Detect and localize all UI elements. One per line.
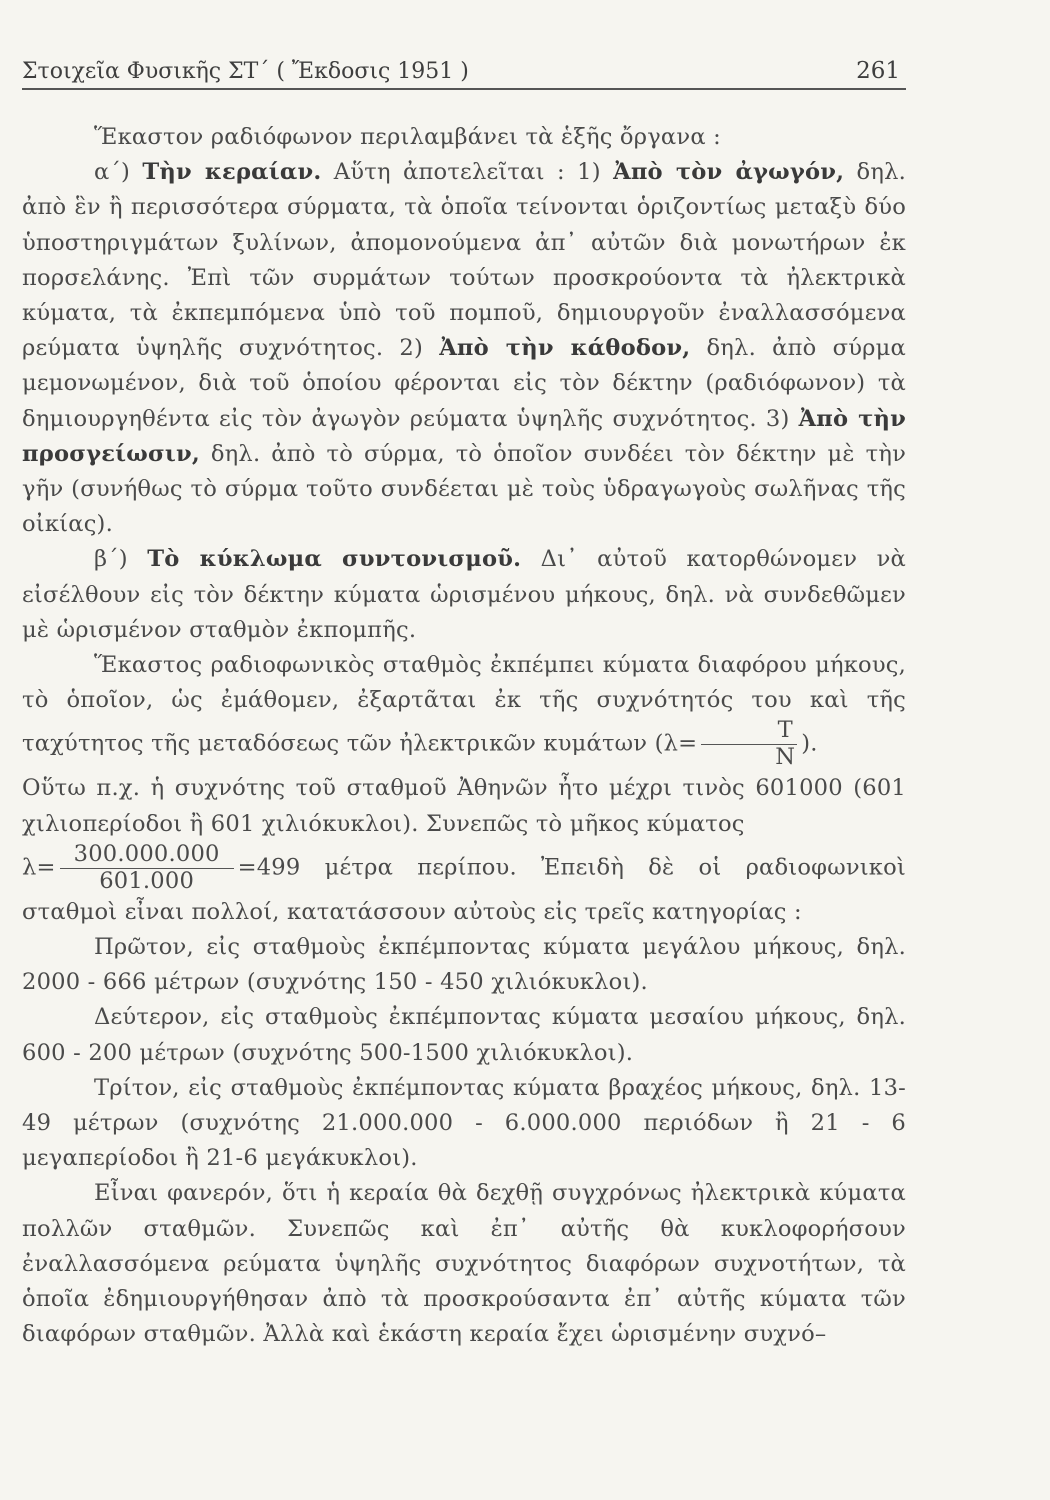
running-header	[22, 58, 906, 90]
equation-rhs: =499 μέτρα περίπου. Ἐπειδὴ δὲ οἱ ραδιοφωνικοὶ σταθμοὶ εἶναι πολλοί, κατατάσσουν αὐτοὺς εἰς τρεῖς κατηγορίας :	[22, 854, 906, 925]
equation-numerator: 300.000.000	[60, 842, 234, 869]
book-page	[22, 58, 906, 1352]
heading-grounding: Ἀπὸ τὴν προσγείωσιν,	[22, 405, 906, 467]
item-label-a: α΄)	[94, 159, 143, 186]
antenna-text-3: δηλ. ἀπὸ σύρμα μεμονωμένον, διὰ τοῦ ὁποίου φέρονται εἰς τὸν δέκτην (ραδιόφωνον) τὰ δημιουργηθέντα εἰς τὸν ἀγωγὸν ρεύματα ὑψηλῆς συχνότητος. 3)	[22, 335, 907, 432]
antenna-text-1: Αὕτη ἀποτελεῖται : 1)	[321, 159, 614, 186]
page-number: 261	[856, 58, 900, 84]
paragraph-equation	[22, 842, 906, 930]
heading-lead-in: Ἀπὸ τὴν κάθοδον,	[439, 335, 691, 362]
page-body	[22, 120, 906, 1352]
heading-tuning-circuit: Τὸ κύκλωμα συντονισμοῦ.	[147, 546, 522, 573]
equation-fraction	[60, 842, 234, 895]
paragraph-conclusion: Εἶναι φανερόν, ὅτι ἡ κεραία θὰ δεχθῇ συγχρόνως ἠλεκτρικὰ κύματα πολλῶν σταθμῶν. Συνεπῶς καὶ ἐπ᾽ αὐτῆς θὰ κυκλοφορήσουν ἐναλλασσόμενα ρεύματα ὑψηλῆς συχνότητος διαφόρων συχνοτήτων, τὰ ὁποῖα ἐδημιουργήθησαν ἀπὸ τὰ προσκρούσαντα ἐπ᾽ αὐτῆς κύματα τῶν διαφόρων σταθμῶν. Ἀλλὰ καὶ ἑκάστη κεραία ἔχει ὡρισμένην συχνό–	[22, 1180, 906, 1348]
tuning-text: Δι᾽ αὐτοῦ κατορθώνομεν νὰ εἰσέλθουν εἰς τὸν δέκτην κύματα ὡρισμένου μήκους, δηλ. νὰ συνδεθῶμεν μὲ ὡρισμένον σταθμὸν ἐκπομπῆς.	[22, 546, 906, 643]
antenna-text-4: δηλ. ἀπὸ τὸ σύρμα, τὸ ὁποῖον συνδέει τὸν δέκτην μὲ τὴν γῆν (συνήθως τὸ σύρμα τοῦτο συνδέεται μὲ τοὺς ὑδραγωγοὺς σωλῆνας τῆς οἰκίας).	[22, 440, 906, 538]
paragraph-example: Οὕτω π.χ. ἡ συχνότης τοῦ σταθμοῦ Ἀθηνῶν ἦτο μέχρι τινὸς 601000 (601 χιλιοπερίοδοι ἢ 601 χιλιόκυκλοι). Συνεπῶς τὸ μῆκος κύματος	[22, 775, 906, 837]
wavelength-text-2: ).	[801, 730, 818, 757]
paragraph-antenna	[22, 155, 906, 542]
equation-denominator: 601.000	[99, 867, 195, 894]
paragraph-intro: Ἕκαστον ραδιόφωνον περιλαμβάνει τὰ ἑξῆς ὄργανα :	[94, 124, 721, 150]
paragraph-long-wave: Πρῶτον, εἰς σταθμοὺς ἐκπέμποντας κύματα μεγάλου μήκους, δηλ. 2000 - 666 μέτρων (συχνότης 150 - 450 χιλιόκυκλοι).	[22, 933, 906, 996]
heading-conductor: Ἀπὸ τὸν ἀγωγόν,	[613, 159, 845, 186]
paragraph-medium-wave: Δεύτερον, εἰς σταθμοὺς ἐκπέμποντας κύματα μεσαίου μήκους, δηλ. 600 - 200 μέτρων (συχνότης 500-1500 χιλιόκυκλοι).	[22, 1004, 906, 1066]
running-title: Στοιχεῖα Φυσικῆς ΣΤ΄ ( Ἔκδοσις 1951 )	[22, 59, 469, 84]
heading-antenna: Τὴν κεραίαν.	[142, 159, 322, 186]
paragraph-short-wave: Τρίτον, εἰς σταθμοὺς ἐκπέμποντας κύματα βραχέος μήκους, δηλ. 13-49 μέτρων (συχνότης 21.000.000 - 6.000.000 περιόδων ἢ 21 - 6 μεγαπερίοδοι ἢ 21-6 μεγάκυκλοι).	[22, 1074, 906, 1172]
equation-lhs: λ=	[22, 854, 56, 881]
paragraph-tuning	[22, 542, 906, 648]
paragraph-wavelength	[22, 648, 906, 771]
item-label-b: β΄)	[94, 546, 148, 573]
formula-fraction	[701, 718, 797, 771]
formula-numerator: T	[701, 718, 797, 745]
antenna-text-2: δηλ. ἀπὸ ἓν ἢ περισσότερα σύρματα, τὰ ὁποῖα τείνονται ὁριζοντίως μεταξὺ δύο ὑποστηριγμάτων ξυλίνων, ἀπομονούμενα ἀπ᾽ αὐτῶν διὰ μονωτήρων ἐκ πορσελάνης. Ἐπὶ τῶν συρμάτων τούτων προσκρούοντα τὰ ἠλεκτρικὰ κύματα, τὰ ἐκπεμπόμενα ὑπὸ τοῦ πομποῦ, δημιουργοῦν ἐναλλασσόμενα ρεύματα ὑψηλῆς συχνότητος. 2)	[22, 159, 906, 362]
wavelength-text-1: Ἕκαστος ραδιοφωνικὸς σταθμὸς ἐκπέμπει κύματα διαφόρου μήκους, τὸ ὁποῖον, ὡς ἐμάθομεν, ἐξαρτᾶται ἐκ τῆς συχνότητός του καὶ τῆς ταχύτητος τῆς μεταδόσεως τῶν ἠλεκτρικῶν κυμάτων (λ=	[22, 652, 906, 757]
formula-denominator: N	[775, 744, 796, 771]
